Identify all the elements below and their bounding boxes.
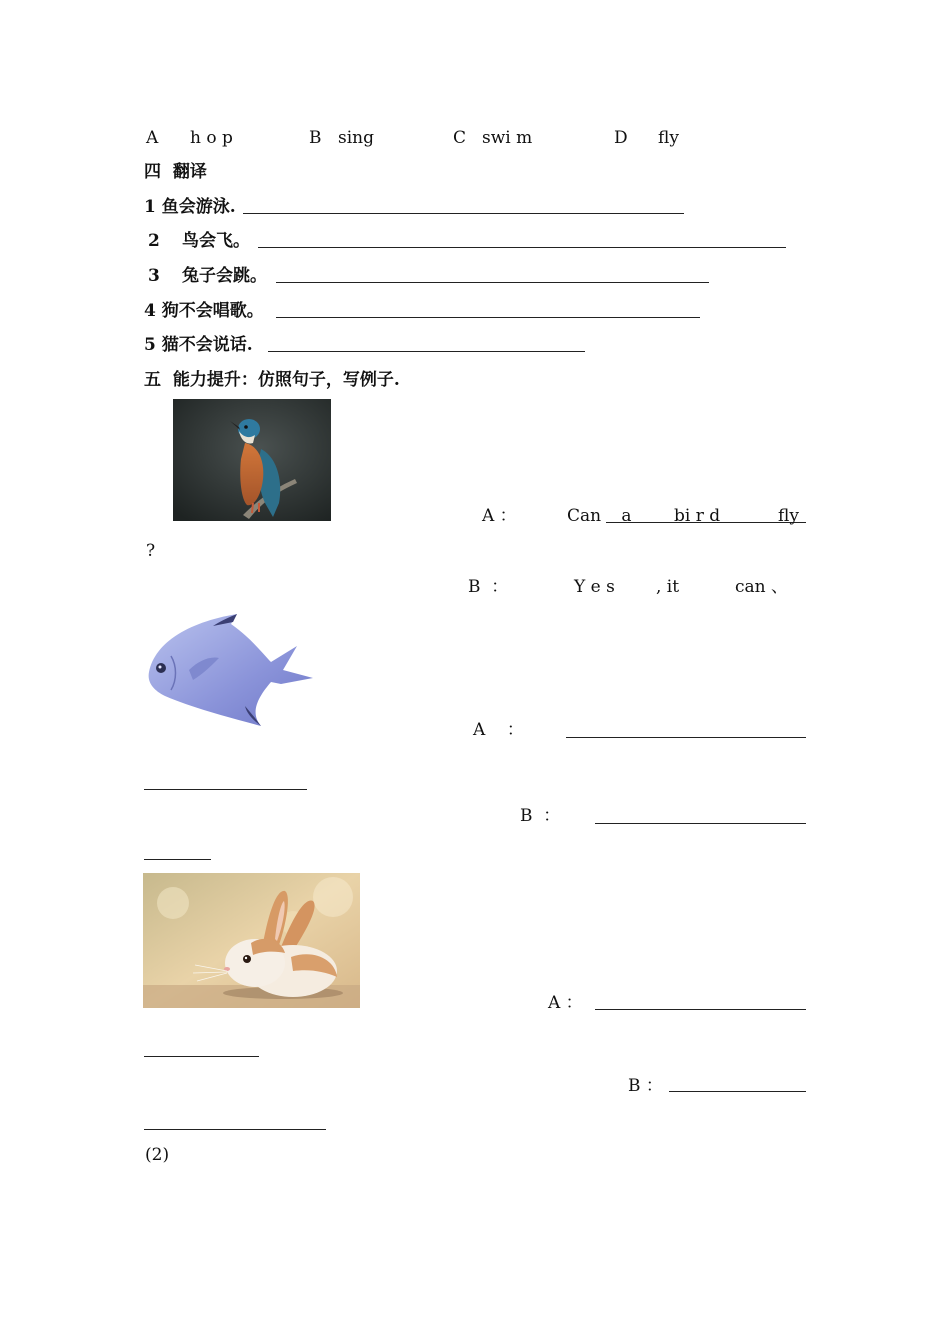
ex3-b-answer-line-cont[interactable] [144, 1129, 326, 1130]
option-c-word: swi m [482, 128, 533, 148]
ex2-b-answer-line[interactable] [595, 823, 806, 824]
ex3-b-label: B ： [628, 1076, 663, 1096]
option-d-letter: D [614, 128, 628, 148]
ex1-b-yes: Y e s [574, 577, 615, 597]
kingfisher-image [173, 399, 331, 521]
ex3-a-answer-line[interactable] [595, 1009, 806, 1010]
ex2-a-label: A ： [473, 720, 524, 740]
option-b-word: sing [338, 128, 374, 148]
section4-title: 四 翻译 [144, 162, 207, 182]
ex1-a-can: Can [567, 506, 602, 526]
option-b-letter: B [309, 128, 322, 148]
ex2-b-label: B ： [520, 806, 561, 826]
ex2-b-answer-line-cont[interactable] [144, 859, 211, 860]
ex3-a-label: A ： [548, 993, 583, 1013]
answer-line-4[interactable] [276, 317, 700, 318]
fish-image [141, 608, 316, 730]
translate-item-4: 4 狗不会唱歌。 [144, 301, 264, 321]
ex2-a-answer-line-cont[interactable] [144, 789, 307, 790]
ex1-b-can: can 、 [735, 577, 789, 597]
option-d-word: fly [658, 128, 679, 148]
ex1-b-it: , it [656, 577, 680, 597]
page-number: (2) [145, 1145, 170, 1165]
ex1-a-word-bird: bi r d [674, 506, 721, 526]
ex1-a-label: A ： [482, 506, 517, 526]
translate-item-2: 鸟会飞。 [182, 231, 250, 251]
ex3-b-answer-line[interactable] [669, 1091, 806, 1092]
ex1-question-mark: ? [146, 541, 156, 561]
ex3-a-answer-line-cont[interactable] [144, 1056, 259, 1057]
answer-line-3[interactable] [276, 282, 709, 283]
option-c-letter: C [453, 128, 467, 148]
answer-line-2[interactable] [258, 247, 786, 248]
translate-item-5: 5 猫不会说话. [144, 335, 253, 355]
option-a-word: h o p [190, 128, 233, 148]
translate-item-3-num: 3 [148, 266, 160, 286]
ex1-a-word-fly: fly [778, 506, 799, 526]
translate-item-3: 兔子会跳。 [182, 266, 267, 286]
translate-item-2-num: 2 [148, 231, 160, 251]
section5-title: 五 能力提升：仿照句子，写例子. [144, 370, 400, 390]
ex1-a-word-a: a [616, 506, 632, 526]
answer-line-5[interactable] [268, 351, 585, 352]
translate-item-1: 1 鱼会游泳. [144, 197, 236, 217]
ex2-a-answer-line[interactable] [566, 737, 806, 738]
rabbit-image [143, 873, 360, 1008]
answer-line-1[interactable] [243, 213, 684, 214]
option-a-letter: A [146, 128, 159, 148]
ex1-b-label: B ： [468, 577, 509, 597]
